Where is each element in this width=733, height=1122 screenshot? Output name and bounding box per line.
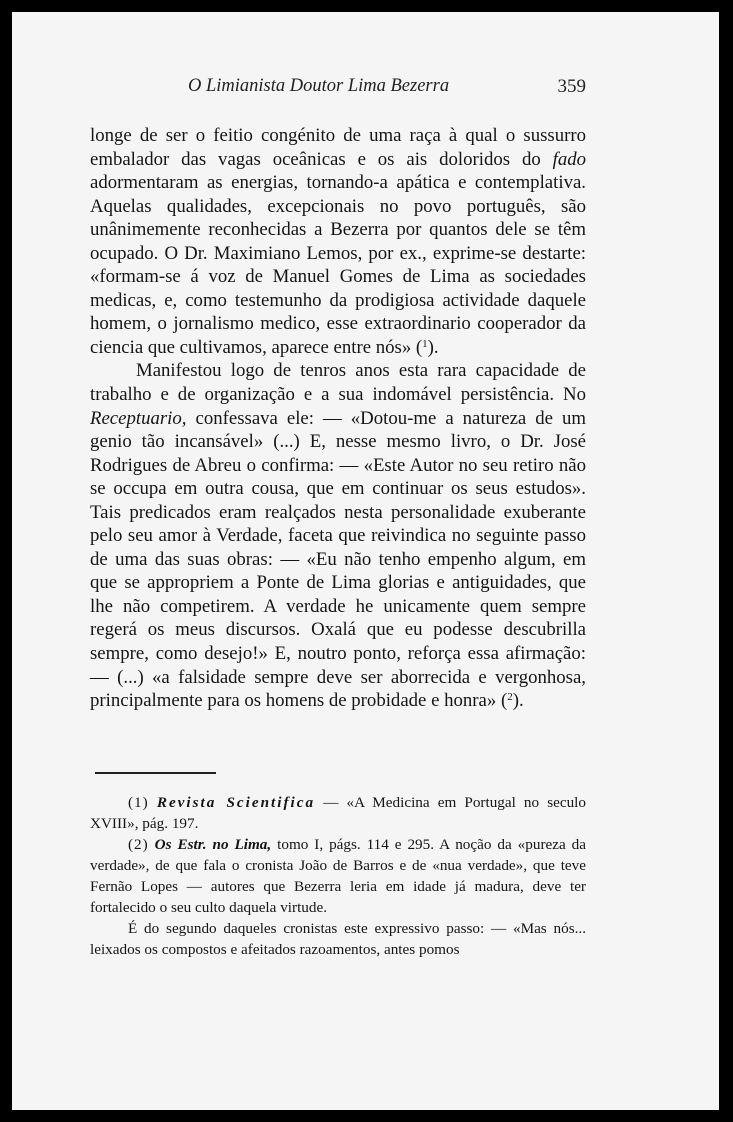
- paragraph-2-receptuario: Receptuario,: [90, 407, 187, 429]
- running-title: O Limianista Doutor Lima Bezerra: [188, 76, 450, 96]
- running-head: [90, 76, 586, 106]
- body-text: [90, 124, 586, 713]
- paragraph-1-text-b: adormentaram as energias, tornando-a apática e contemplativa. Aquelas qualidades, excepcionais no povo português, são unânimemente reconhecidas a Bezerra por quantos dele se têm ocupado. O Dr. Maximiano Lemos, por ex., exprime-se destarte: «formam-se á voz de Manuel Gomes de Lima as sociedades medicas, e, como testemunho da prodigiosa actividade daquele homem, o jornalismo medico, esse extraordinario cooperador da ciencia que cultivamos, aparece entre nós» (: [90, 172, 586, 358]
- footnote-1-title: Revista Scientifica: [156, 794, 316, 811]
- paragraph-1: [90, 124, 586, 359]
- footnote-2-mark: (2): [128, 836, 149, 853]
- footnote-3: [90, 918, 586, 960]
- footnotes: [90, 792, 586, 960]
- footnote-divider: [95, 772, 216, 774]
- paragraph-2-end: ).: [512, 690, 524, 712]
- paragraph-2-text-a: Manifestou logo de tenros anos esta rara capacidade de trabalho e de organização e a sua indomável persistência. No: [90, 360, 586, 406]
- footnote-ref-1: 1: [422, 337, 428, 350]
- paragraph-1-text-a: longe de ser o feitio congénito de uma raça à qual o sussurro embalador das vagas oceânicas e os ais doloridos do: [90, 125, 586, 170]
- page-number: 359: [557, 76, 586, 97]
- footnote-2: [90, 834, 586, 918]
- footnote-1: [90, 792, 586, 834]
- paragraph-1-fado: fado: [552, 148, 586, 170]
- paragraph-1-end: ).: [427, 336, 439, 358]
- book-page: [12, 12, 719, 1110]
- footnote-ref-2: 2: [507, 691, 513, 704]
- footnote-2-text: tomo I, págs. 114 e 295. A noção da «pureza da verdade», de que fala o cronista João de Barros e de «nua verdade», que teve Fernão Lopes — autores que Bezerra leria em idade já madura, deve ter fortalecido o seu culto daquela virtude.: [90, 836, 586, 916]
- footnote-2-title: Os Estr. no Lima,: [154, 836, 272, 853]
- footnote-3-text: É do segundo daqueles cronistas este expressivo passo: — «Mas nós... leixados os compostos e afeitados razoamentos, antes pomos: [90, 920, 586, 958]
- footnote-1-mark: (1): [128, 794, 149, 811]
- paragraph-2: [90, 359, 586, 712]
- footnote-1-text: — «A Medicina em Portugal no seculo XVIII», pág. 197.: [90, 794, 586, 832]
- paragraph-2-text-b: confessava ele: — «Dotou-me a natureza de um genio tão incansável» (...) E, nesse mesmo livro, o Dr. José Rodrigues de Abreu o confirma: — «Este Autor no seu retiro não se occupa em outra cousa, que em continuar os seus estudos». Tais predicados eram realçados nesta personalidade exuberante pelo seu amor à Verdade, faceta que reivindica no seguinte passo de uma das suas obras: — «Eu não tenho empenho algum, em que se appropriem a Ponte de Lima glorias e antiguidades, que lhe não competirem. A verdade he unicamente quem sempre regerá os meus discursos. Oxalá que eu podesse descubrilla sempre, como desejo!» E, noutro ponto, reforça essa afirmação: — (...) «a falsidade sempre deve ser aborrecida e vergonhosa, principalmente para os homens de probidade e honra» (: [90, 407, 586, 712]
